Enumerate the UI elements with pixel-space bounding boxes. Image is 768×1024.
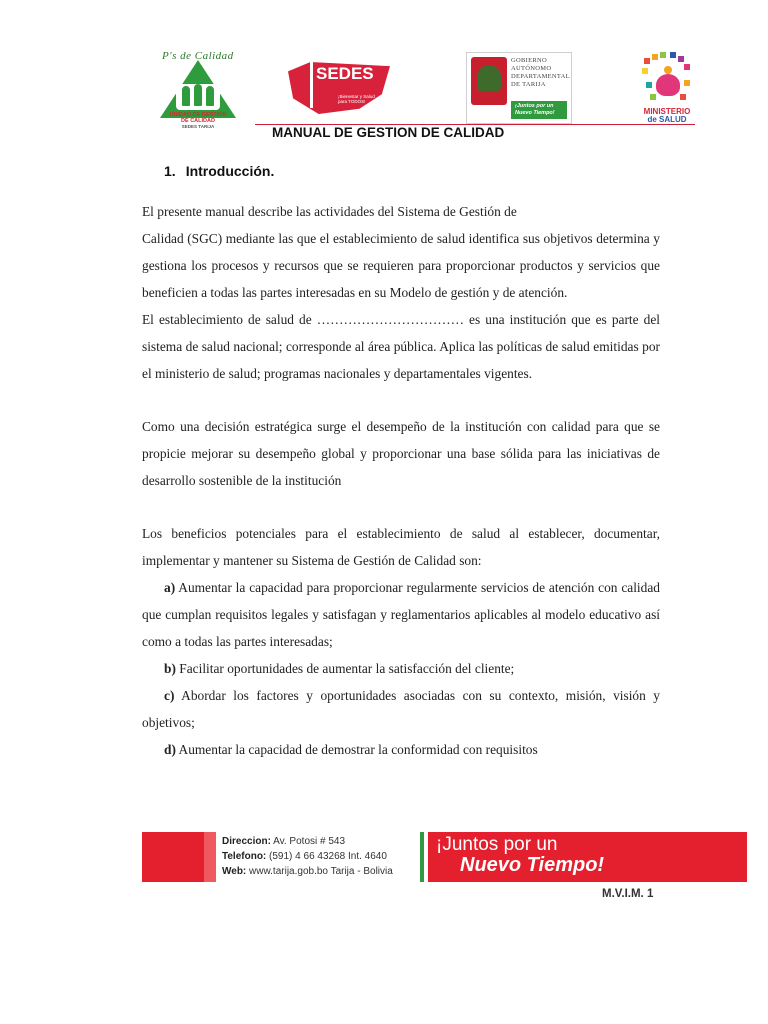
list-marker: b) — [164, 661, 176, 676]
gobierno-name: GOBIERNO AUTÓNOMO DEPARTAMENTAL DE TARIJA — [511, 57, 570, 88]
footer-slogan-line2: Nuevo Tiempo! — [460, 854, 605, 876]
list-item-text: Aumentar la capacidad para proporcionar regularmente servicios de atención con calidad que cumplan requisitos legales y satisfagan y reglamentarios aplicables al modelo educativo así como a todas las partes interesadas; — [142, 580, 660, 649]
web-line: Web: www.tarija.gob.bo Tarija - Bolivia — [222, 866, 393, 877]
ministerio-salud-logo — [640, 52, 694, 126]
section-title: Introducción. — [185, 163, 275, 179]
list-item — [142, 655, 660, 682]
medical-staff-icon — [310, 62, 313, 108]
paragraph: Los beneficios potenciales para el establecimiento de salud al establecer, documentar, implementar y mantener su Sistema de Gestión de Calidad son: — [142, 526, 660, 568]
document-title: MANUAL DE GESTION DE CALIDAD — [272, 125, 505, 140]
paragraph: El establecimiento de salud de …………………………… es una institución que es parte del sistema de salud nacional; corresponde al área pública. Aplica las políticas de salud emitidas por el ministerio de salud; programas nacionales y departamentales vigentes. — [142, 312, 660, 381]
person-icon — [664, 66, 672, 74]
list-item-text: Abordar los factores y oportunidades asociadas con su contexto, misión, visión y objetivos; — [142, 688, 660, 730]
ministerio-name: MINISTERIO de SALUD — [643, 107, 691, 124]
contact-info — [222, 834, 393, 879]
list-item — [142, 682, 660, 736]
list-marker: a) — [164, 580, 176, 595]
paragraph: Calidad (SGC) mediante las que el establecimiento de salud identifica sus objetivos determina y gestiona los procesos y recursos que se requieren para proporcionar productos y servicios que beneficien a todas las partes interesadas en su Modelo de gestión y de atención. — [142, 231, 660, 300]
paragraph-line: El presente manual describe las actividades del Sistema de Gestión de — [142, 204, 517, 219]
page-code: M.V.I.M. 1 — [602, 888, 654, 900]
person-icon — [182, 86, 190, 106]
footer-banner — [142, 832, 747, 882]
person-icon — [194, 84, 202, 106]
paragraph: Como una decisión estratégica surge el desempeño de la institución con calidad para que se propicie mejorar su desempeño global y proporcionar una base sólida para las iniciativas de desarrollo sostenible de la institución — [142, 419, 660, 488]
header-logos — [0, 0, 768, 130]
logo-arc-text: P's de Calidad — [162, 50, 234, 62]
person-icon — [206, 86, 214, 106]
document-body — [142, 198, 660, 763]
sedes-label: SEDES — [316, 64, 374, 83]
gobierno-tarija-logo — [466, 52, 572, 124]
address-line: Direccion: Av. Potosi # 543 — [222, 836, 346, 847]
list-marker: c) — [164, 688, 175, 703]
section-heading — [164, 163, 274, 179]
list-item — [142, 736, 660, 763]
logo-caption: UNIDAD DE GESTIÓN DE CALIDAD SEDES TARIJA — [169, 112, 227, 129]
heart-icon — [656, 74, 680, 96]
gobierno-slogan: ¡Juntos por un Nuevo Tiempo! — [515, 103, 555, 116]
list-item — [142, 574, 660, 655]
section-number: 1. — [164, 163, 176, 179]
sedes-logo — [288, 58, 392, 118]
unidad-gestion-calidad-logo — [148, 50, 248, 129]
sedes-tagline: ¡Bienestar y Salud para TODOS! — [338, 94, 375, 104]
footer-slogan-line1: ¡Juntos por un — [436, 834, 558, 855]
list-item-text: Facilitar oportunidades de aumentar la satisfacción del cliente; — [175, 661, 515, 676]
list-item-text: Aumentar la capacidad de demostrar la conformidad con requisitos — [175, 742, 538, 757]
phone-line: Telefono: (591) 4 66 43268 Int. 4640 — [222, 851, 387, 862]
list-marker: d) — [164, 742, 176, 757]
